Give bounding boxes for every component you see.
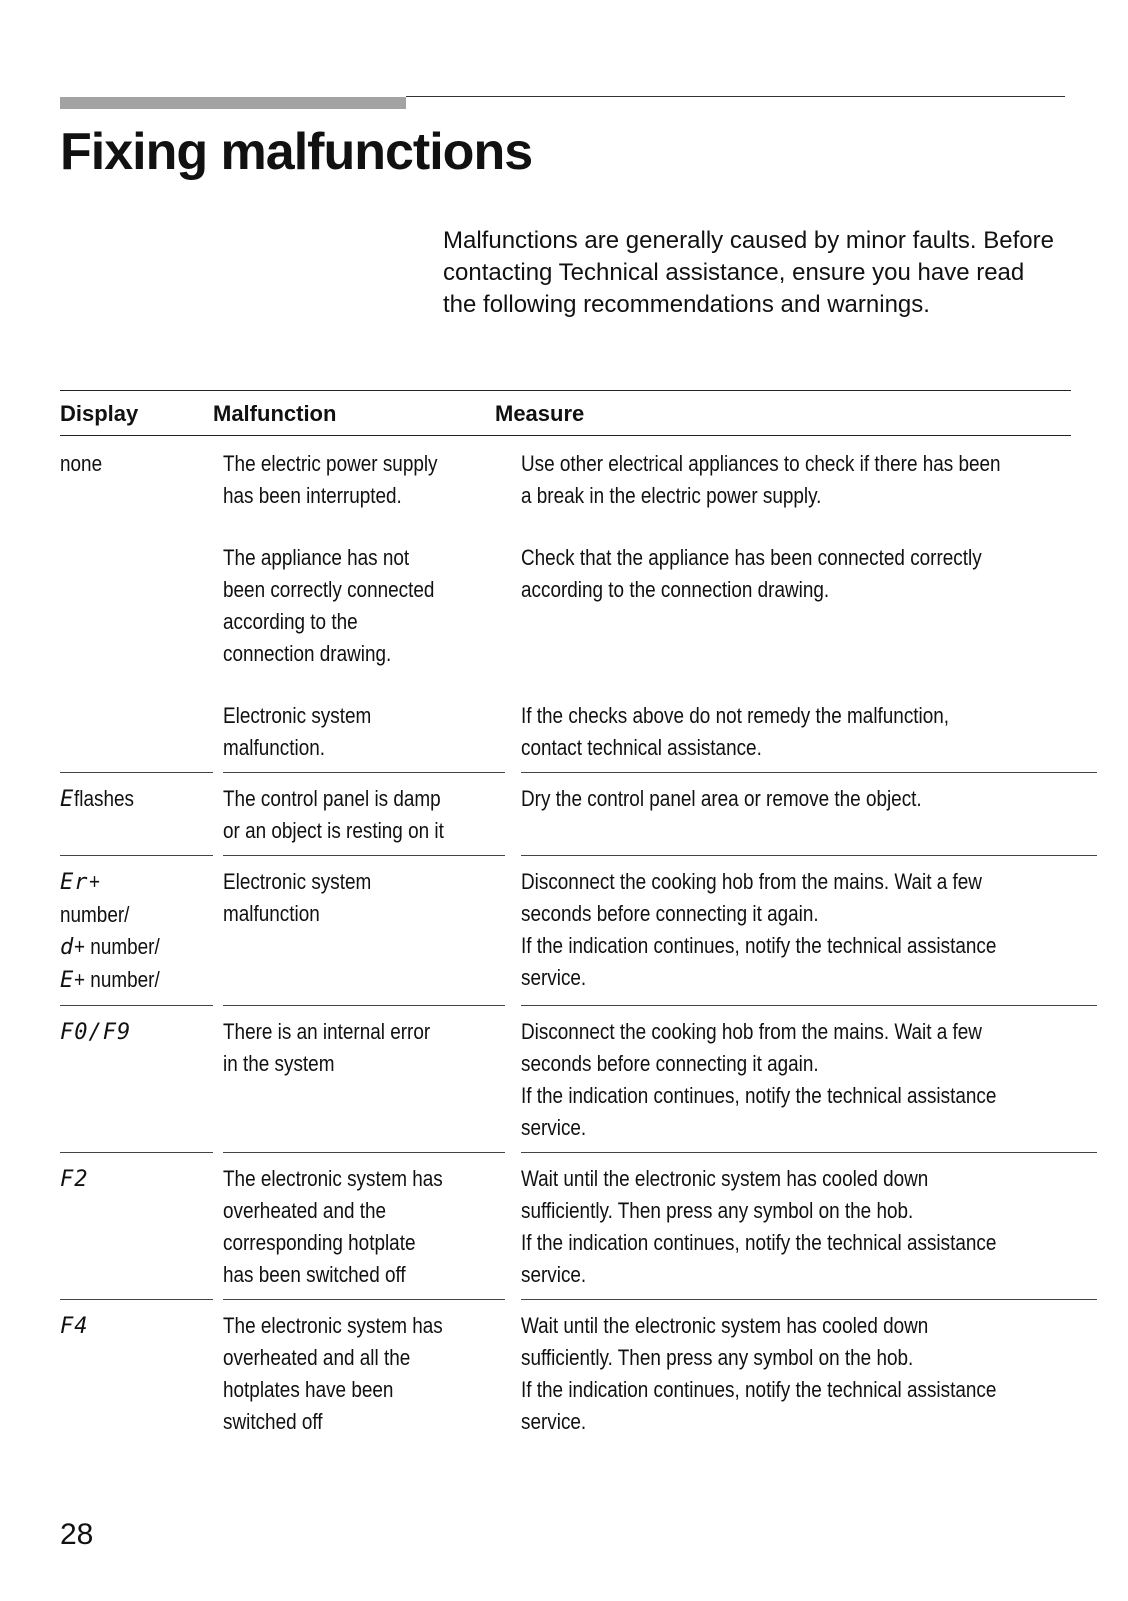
measure-text xyxy=(521,448,1097,512)
malfunction-text-line xyxy=(223,866,505,898)
display-text xyxy=(60,448,213,480)
measure-text xyxy=(521,783,1097,815)
measure-text-line xyxy=(521,732,1097,764)
malfunction-text-line xyxy=(223,448,505,480)
malfunction-text-text: or an object is resting on it xyxy=(223,818,444,843)
measure-text-line xyxy=(521,866,1097,898)
display-cell xyxy=(60,448,213,773)
malfunction-text-line xyxy=(223,638,505,670)
malfunction-text-text: There is an internal error xyxy=(223,1019,431,1044)
display-suffix: number/ xyxy=(60,902,130,927)
malfunction-text xyxy=(223,866,505,930)
malfunction-text-text: The appliance has not xyxy=(223,545,410,570)
row-gap xyxy=(521,670,1097,700)
malfunction-text-text: overheated and all the xyxy=(223,1345,411,1370)
measure-text-line xyxy=(521,1080,1097,1112)
malfunction-text-line xyxy=(223,732,505,764)
malfunction-text-line xyxy=(223,700,505,732)
measure-cell xyxy=(521,1310,1097,1446)
display-cell xyxy=(60,1016,213,1153)
row-gap xyxy=(223,670,505,700)
display-cell xyxy=(60,1310,213,1446)
malfunction-text-text: has been interrupted. xyxy=(223,483,402,508)
header-measure: Measure xyxy=(495,401,585,426)
malfunction-cell xyxy=(223,1163,505,1300)
measure-cell xyxy=(521,448,1097,773)
display-line xyxy=(60,964,213,997)
measure-text-text: Dry the control panel area or remove the object. xyxy=(521,786,922,811)
measure-text-text: Wait until the electronic system has cooled down xyxy=(521,1313,929,1338)
header-display: Display xyxy=(60,401,139,426)
measure-text-line xyxy=(521,898,1097,930)
display-text xyxy=(60,783,213,816)
malfunction-table xyxy=(60,390,1071,1446)
measure-text-text: a break in the electric power supply. xyxy=(521,483,822,508)
measure-text-text: Check that the appliance has been connected correctly xyxy=(521,545,982,570)
intro-paragraph: Malfunctions are generally caused by minor faults. Before contacting Technical assistance, ensure you have read the following recommendations and warnings. xyxy=(443,227,1054,318)
header-bar-thick xyxy=(60,97,406,109)
malfunction-text-line xyxy=(223,542,505,574)
malfunction-text-text: switched off xyxy=(223,1409,323,1434)
measure-text-text: service. xyxy=(521,965,587,990)
measure-text-line xyxy=(521,480,1097,512)
measure-text-line xyxy=(521,1342,1097,1374)
page-number: 28 xyxy=(60,1518,94,1551)
display-text-line xyxy=(60,448,213,480)
malfunction-text-line xyxy=(223,1310,505,1342)
measure-text-text: Use other electrical appliances to check if there has been xyxy=(521,451,1001,476)
malfunction-cell xyxy=(223,783,505,856)
measure-text xyxy=(521,542,1097,670)
malfunction-text-text: been correctly connected xyxy=(223,577,435,602)
measure-text-line xyxy=(521,1016,1097,1048)
measure-text-text: If the indication continues, notify the technical assistance xyxy=(521,1083,997,1108)
measure-text-text: If the indication continues, notify the technical assistance xyxy=(521,933,997,958)
malfunction-text-line xyxy=(223,1259,505,1291)
measure-text-line xyxy=(521,1406,1097,1438)
malfunction-text-text: Electronic system xyxy=(223,703,372,728)
malfunction-text-line xyxy=(223,1195,505,1227)
malfunction-text xyxy=(223,1163,505,1291)
display-line xyxy=(60,899,213,931)
measure-cell xyxy=(521,866,1097,1006)
display-code: d xyxy=(60,935,75,960)
measure-text-line xyxy=(521,1374,1097,1406)
measure-text-line xyxy=(521,1310,1097,1342)
malfunction-cell xyxy=(223,1016,505,1153)
malfunction-text-line xyxy=(223,783,505,815)
table-row xyxy=(60,1300,1071,1446)
malfunction-text-line xyxy=(223,574,505,606)
display-suffix: + number/ xyxy=(74,967,160,992)
display-cell xyxy=(60,1163,213,1300)
measure-text-line xyxy=(521,448,1097,480)
display-suffix: + number/ xyxy=(74,934,160,959)
page-title: Fixing malfunctions xyxy=(60,123,533,181)
measure-text-line xyxy=(521,542,1097,574)
malfunction-text xyxy=(223,448,505,512)
measure-text-text: Disconnect the cooking hob from the mains. Wait a few xyxy=(521,1019,982,1044)
malfunction-text-text: The control panel is damp xyxy=(223,786,441,811)
display-code: E xyxy=(60,787,75,812)
display-text-text: none xyxy=(60,451,103,476)
display-suffix: + xyxy=(88,869,100,894)
measure-text-text: service. xyxy=(521,1115,587,1140)
malfunction-text-line xyxy=(223,1016,505,1048)
table-row xyxy=(60,856,1071,1006)
measure-text-line xyxy=(521,1195,1097,1227)
display-code: F2 xyxy=(60,1167,89,1192)
table-row xyxy=(60,436,1071,773)
measure-cell xyxy=(521,783,1097,856)
malfunction-text-text: malfunction xyxy=(223,901,320,926)
measure-text-text: according to the connection drawing. xyxy=(521,577,830,602)
malfunction-cell xyxy=(223,1310,505,1446)
table-row xyxy=(60,1006,1071,1153)
malfunction-text-line xyxy=(223,606,505,638)
display-cell xyxy=(60,866,213,1006)
display-code: Er xyxy=(60,870,89,895)
malfunction-text-text: according to the xyxy=(223,609,358,634)
malfunction-text-text: malfunction. xyxy=(223,735,326,760)
table-row xyxy=(60,1153,1071,1300)
measure-text-text: service. xyxy=(521,1409,587,1434)
measure-text-text: Disconnect the cooking hob from the mains. Wait a few xyxy=(521,869,982,894)
malfunction-text-text: overheated and the xyxy=(223,1198,387,1223)
measure-text-line xyxy=(521,962,1097,994)
malfunction-text-text: corresponding hotplate xyxy=(223,1230,416,1255)
measure-text-line xyxy=(521,574,1097,606)
malfunction-text-line xyxy=(223,1163,505,1195)
measure-text-line xyxy=(521,1259,1097,1291)
malfunction-text xyxy=(223,542,505,670)
measure-text-line xyxy=(521,1112,1097,1144)
measure-text xyxy=(521,700,1097,764)
malfunction-text-text: connection drawing. xyxy=(223,641,392,666)
measure-cell xyxy=(521,1163,1097,1300)
malfunction-text xyxy=(223,700,505,764)
table-row xyxy=(60,773,1071,856)
measure-text xyxy=(521,866,1097,994)
measure-text-line xyxy=(521,1048,1097,1080)
measure-text-text: If the indication continues, notify the technical assistance xyxy=(521,1377,997,1402)
measure-text-line xyxy=(521,783,1097,815)
measure-text-text: seconds before connecting it again. xyxy=(521,1051,819,1076)
malfunction-text-line xyxy=(223,1227,505,1259)
measure-text-text: Wait until the electronic system has cooled down xyxy=(521,1166,929,1191)
header-malfunction: Malfunction xyxy=(213,401,337,426)
display-code: E xyxy=(60,968,75,993)
display-code: F0/F9 xyxy=(60,1020,132,1045)
header-rule-thin xyxy=(406,96,1065,97)
measure-cell xyxy=(521,1016,1097,1153)
row-gap xyxy=(521,512,1097,542)
measure-text-text: seconds before connecting it again. xyxy=(521,901,819,926)
malfunction-text-text: hotplates have been xyxy=(223,1377,394,1402)
display-text xyxy=(60,1163,213,1196)
malfunction-text-text: has been switched off xyxy=(223,1262,406,1287)
measure-text-text: If the checks above do not remedy the malfunction, xyxy=(521,703,950,728)
malfunction-text-text: The electronic system has xyxy=(223,1166,443,1191)
malfunction-text-line xyxy=(223,1048,505,1080)
measure-text-line xyxy=(521,930,1097,962)
measure-text-text: service. xyxy=(521,1262,587,1287)
measure-text xyxy=(521,1310,1097,1438)
malfunction-text-text: The electronic system has xyxy=(223,1313,443,1338)
table-header xyxy=(60,390,1071,436)
malfunction-text xyxy=(223,1016,505,1080)
malfunction-text xyxy=(223,1310,505,1438)
measure-text-line xyxy=(521,1227,1097,1259)
malfunction-cell xyxy=(223,448,505,773)
measure-text-text: sufficiently. Then press any symbol on the hob. xyxy=(521,1345,914,1370)
malfunction-text-line xyxy=(223,480,505,512)
malfunction-text-line xyxy=(223,1374,505,1406)
malfunction-text-text: The electric power supply xyxy=(223,451,438,476)
malfunction-text xyxy=(223,783,505,847)
display-line xyxy=(60,866,213,899)
display-text xyxy=(60,866,213,997)
malfunction-text-line xyxy=(223,815,505,847)
row-gap xyxy=(223,512,505,542)
malfunction-text-line xyxy=(223,898,505,930)
malfunction-text-line xyxy=(223,1342,505,1374)
malfunction-text-line xyxy=(223,1406,505,1438)
malfunction-text-text: in the system xyxy=(223,1051,335,1076)
measure-text-line xyxy=(521,700,1097,732)
measure-text-text: sufficiently. Then press any symbol on the hob. xyxy=(521,1198,914,1223)
display-suffix: flashes xyxy=(74,786,135,811)
measure-text xyxy=(521,1163,1097,1291)
display-text xyxy=(60,1016,213,1049)
display-text xyxy=(60,1310,213,1343)
table-body xyxy=(60,436,1071,1446)
measure-text-text: contact technical assistance. xyxy=(521,735,762,760)
measure-text-text: If the indication continues, notify the technical assistance xyxy=(521,1230,997,1255)
display-cell xyxy=(60,783,213,856)
display-line xyxy=(60,931,213,964)
malfunction-cell xyxy=(223,866,505,1006)
measure-text-line xyxy=(521,1163,1097,1195)
malfunction-text-text: Electronic system xyxy=(223,869,372,894)
display-code: F4 xyxy=(60,1314,89,1339)
measure-text xyxy=(521,1016,1097,1144)
